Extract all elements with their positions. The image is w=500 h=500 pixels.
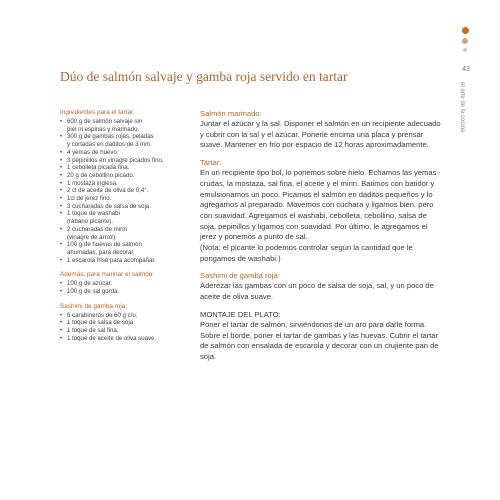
- step-heading: Tartar:: [200, 158, 222, 168]
- ingredients-column: [60, 109, 192, 343]
- recipe-title: Dúo de salmón salvaje y gamba roja servido en tartar: [60, 69, 348, 84]
- ingredient-item: • 2 cl de aceite de oliva de 0,4°.: [60, 187, 192, 195]
- step-section: [200, 158, 442, 264]
- plating-text: Poner el tartar de salmón, sirviéndonos de un aro para darle forma. Sobre el borde, poner el tartar de gambas y las huevas. Cubrir el tartar de salmón con ensalada de escarola y decorar con un crujiente pan de soja.: [200, 319, 439, 361]
- ingredient-item: • 100 g de sal gorda.: [60, 288, 192, 296]
- plating-section: [200, 310, 442, 363]
- step-text: En un recipiente tipo bol, lo ponemos sobre hielo. Echamos las yemas crudas, la mostaza, sal fina, el aceite y el mirin. Batimos con batidor y emulsionamos un poco. Picamos el salmón en daditos pequeños y lo agregamos al preparado. Movemos con cuchara y ligamos bien. pero con suavidad. Agregamos el washabi, cebolleta, cebollino, salsa de soja, pepinillos y ligamos con suavidad. Por último, le agregamos el jerez y ponemos a punto de sal. (Nota: el picante lo podemos controlar según la cantidad que le pongamos de washabi.): [200, 168, 437, 263]
- ingredient-section: [60, 271, 192, 295]
- ingredient-list: [60, 312, 192, 343]
- plating-heading: MONTAJE DEL PLATO:: [200, 309, 281, 319]
- step-text: Juntar el azúcar y la sal. Disponer el salmón en un recipiente adecuado y cubrir con la sal y el azúcar. Ponerle encima una placa y prensar suave. Mantener en frío por espacio de 12 horas aproximadamente.: [200, 119, 441, 150]
- ingredient-item: • 600 g de salmón salvaje sin piel ni espinas y marinado.: [60, 118, 192, 133]
- ingredient-list: [60, 118, 192, 264]
- side-caption: el arte de la cocina: [459, 82, 465, 133]
- ingredient-item: • 1 toque de salsa de soja.: [60, 319, 192, 327]
- ingredient-item: • 4 yemas de huevo.: [60, 149, 192, 157]
- ingredient-item: • 3 pepinillos en vinagre picados fino.: [60, 157, 192, 165]
- ingredient-item: • 100 g de huevas de salmón ahumadas, para decorar.: [60, 241, 192, 256]
- ingredient-item: • 1 toque de aceite de oliva suave.: [60, 335, 192, 343]
- dot-medium: [462, 38, 468, 44]
- ingredient-list: [60, 280, 192, 295]
- ingredient-item: • 1 toque de washabi (rábano picante).: [60, 210, 192, 225]
- dot-large: [462, 27, 469, 34]
- ingredient-item: • 2 cucharadas de mirin (vinagre de arroz).: [60, 226, 192, 241]
- step-section: [200, 271, 442, 302]
- step-section: [200, 109, 442, 151]
- ingredient-section: [60, 109, 192, 264]
- step-heading: Salmón marinado:: [200, 109, 262, 118]
- ingredient-section: [60, 303, 192, 343]
- ingredient-item: • 1cl de jerez fino.: [60, 195, 192, 203]
- ingredient-item: • 20 g de cebollino picado.: [60, 172, 192, 180]
- ingredient-item: • 300 g de gambas rojas, peladas y cortadas en daditos de 3 mm.: [60, 133, 192, 148]
- ingredient-item: • 3 cucharadas de salsa de soja.: [60, 203, 192, 211]
- ingredient-item: • 1 mostaza inglesa.: [60, 180, 192, 188]
- ingredient-section-heading: Sashimi de gamba roja:: [60, 302, 128, 310]
- ingredient-item: • 100 g de azúcar.: [60, 280, 192, 288]
- page-number: 43: [462, 66, 470, 73]
- ingredient-item: • 1 cebolleta picada fina.: [60, 164, 192, 172]
- ingredient-item: • 6 carabineros de 60 g c/u.: [60, 312, 192, 320]
- ingredient-section-heading: Además, para marinar el salmón:: [60, 271, 155, 279]
- ingredient-item: • 1 toque de sal fina.: [60, 327, 192, 335]
- instructions-column: [200, 109, 442, 363]
- step-text: Aderezar las gambas con un poco de salsa de soja, sal, y un poco de aceite de oliva suave.: [200, 281, 434, 302]
- step-heading: Sashimi de gamba roja:: [200, 271, 280, 281]
- ingredient-item: • 1 escarola frisé para acompañar.: [60, 257, 192, 265]
- dot-small: [463, 48, 467, 52]
- decorative-dots: [459, 27, 471, 56]
- ingredient-section-heading: Ingredientes para el tartar:: [60, 109, 135, 116]
